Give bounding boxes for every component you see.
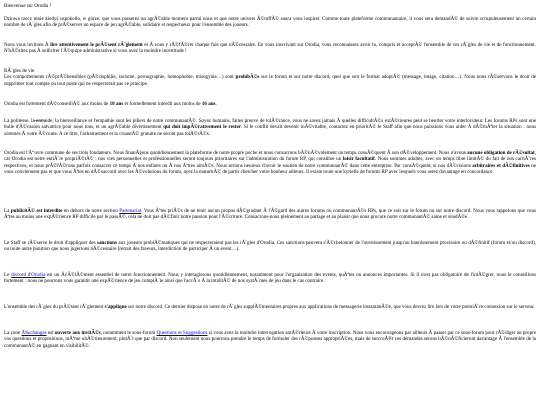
text: . Vous Ãªtes priÃ©s de ne tenir aucun propos dÃ©gradant Ã l'Ã©gard des autres forums ou communautÃ©s RPs, que ce soit sur le forum ou sur notre discord. Nous vous rappelons que vous Ãªtes au moins une expÃ©rience RP difficile par le passÃ©, cela ne doit pas dÃ©finir notre passion pour l'Ã©criture. Consacrons-nous pleinement au partage et au plaisir que nous procure notre communautÃ© saine et soudÃ©e.: [4, 208, 537, 221]
text-bold: prohibÃ©s: [235, 74, 260, 81]
text: aux joueurs problÃ©matiques qui ne respecteraient pas les rÃ¨gles d'Orodia. Ces sanctions peuvent s'Ã©chelonner de l'avertissement jusqu'au bannissement provisoire ou dÃ©finitif (forum et/ou discord), ou toute autre punition que nous jugerions nÃ©cessaire (retrait des faveurs, interdiction de participer Ã un event…).: [4, 240, 536, 253]
text: est un ÃƒÂ©lÃ©ment essentiel de notre fonctionnement. Nous y interagissons quotidiennement, notamment pour l'organisation des events, quÃªtes ou annonces importantes. Si il n'est pas obligatoire de l'intÃ©grer, nous le conseillons fortement : nous ne pourrons vous garantir une expÃ©rience de jeu complÃ¨te ainsi que l'accÃ¨s Ã la totalitÃ© de nos systÃ¨mes de jeu dans le cas contraire.: [4, 272, 536, 285]
text: sur notre discord. Ce dernier dispose en outre de rÃ¨gles supplÃ©mentaires propres aux applications de messagerie instantanÃ©e, que vous devrez lire lors de votre premiÃ¨re connexion sur le serveur.: [126, 304, 535, 310]
text: La zone: [4, 330, 22, 336]
text-bold: loisir facultatif: [342, 156, 375, 163]
greeting: Bienvenue sur Orodia !: [4, 3, 52, 9]
text: et formellement interdit aux moins de: [123, 101, 202, 107]
age-paragraph: [4, 101, 536, 107]
text: Nous vous invitons Ã: [4, 42, 51, 48]
text: La politesse, la̶ ̶e̶n̶tr̶aide, la bienveillance et l'empathie sont les piliers de notre communautÃ©. Soyez humains, faites preuve de tolÃ©rance, vous ne savez jamais Ã quelles difficultÃ©s extÃ©rieures peut se heurter votre interlocuteur. Les forums RPs sont une bulle d'Ã©vasion salvatrice pour nous tous, et un agrÃ©able divertissement: [4, 118, 536, 131]
text: Le Staff se rÃ©serve le droit d'appliquer des: [4, 240, 98, 246]
text-bold: s'applique: [104, 304, 127, 310]
text: ne vous conviennent pas et que vous Ãªtes en dÃ©saccord avec les Ã©volutions du forum, ayez la maturitÃ© de partir chercher votre bonheur ailleurs. Il existe toute une kyrielle de forums RP avec lesquels vous serez davantage en concordance.: [4, 162, 536, 175]
text-bold: aucune obligation de rÃ©sultat: [467, 150, 535, 156]
text: . Si le conflit devait devenir inÃ©vitable, contactez en prioritÃ© le Staff afin que nous puissions vous aider Ã dÃ©mÃªler la situation : nous sommes Ã votre Ã©coute. A ce titre, l'acharnement et la cruautÃ© gratuite ne seront pas tolÃ©rÃ©s.: [4, 124, 536, 137]
text: La: [4, 208, 11, 214]
questions-suggestions-link[interactable]: Questions et Suggestions: [156, 330, 208, 336]
text: si vous avez la moindre interrogation antÃ©rieure Ã votre inscription. Nous vous encourageons par ailleurs Ã passer par ce sous-forum pour rÃ©diger au propre vos questions et propositions, mÃªme ultÃ©rieurement, plutÃ´t que par discord. Non seulement nous pourrons prendre le temps de formuler des rÃ©ponses appropriÃ©es, mais de surcroÃ®t ces demandes serons bÃ©nÃ©ficieront davantage Ã l'ensemble de la communautÃ© en gagnant en visibilitÃ©.: [4, 330, 537, 349]
text-bold: qui doit impÃ©rativement le rester: [163, 124, 241, 131]
text: . Nous sommes adultes, avec un temps libre limitÃ© du fait de nos carriÃ¨res respectives, et nous prÃ©fÃ©rons parfois consacrer ce temps Ã nos enfants ou Ã nos Ãªtres aimÃ©s. Nous serions heureux d'avoir le soutien de notre communautÃ© dans cette entreprise. Par consÃ©quent, si nos dÃ©cisions: [4, 156, 537, 169]
text-bold: 16 ans: [201, 101, 216, 107]
discord-rules-paragraph: [4, 304, 536, 310]
text: et Ã vous y rÃ©fÃ©rer chaque fois que nÃ©cessaire. En vous inscrivant sur Orodia, vous reconnaissez avoir lu, compris et acceptÃ© l'ensemble de ces rÃ¨gles de vie et de fonctionnement. N'hÃ©sitez pas Ã solliciter l'Ã©quipe administrative si vous avez la moindre incertitude !: [4, 42, 536, 55]
text-bold: sanctions: [97, 240, 117, 246]
text: est: [46, 330, 55, 336]
discord-link[interactable]: discord d'Orodia: [11, 272, 46, 278]
text-bold: 18 ans: [109, 101, 124, 107]
life-rules-paragraph: [4, 68, 536, 87]
advertising-paragraph: [4, 208, 536, 221]
text: .: [215, 101, 217, 107]
discord-paragraph: [4, 272, 536, 285]
section-title: RÃ¨gles de vie: [4, 68, 35, 74]
partenariat-link[interactable]: Partenariat: [119, 208, 142, 214]
text: Les comportements rÃ©prÃ©hensibles (pÃ©dophilie, racisme, pornographie, homophobie, misogynie…) sont: [4, 74, 236, 81]
intro-paragraph: Dzinwa rzecz mnie kiedyś uspokoiła, w górze. que vous passerez un agrÃ©able moment parmi nous et que notre univers Ã©toffÃ© saura vous inspirer. Comme toute plateforme communautaire, il vous sera demandÃ© de suivre scrupuleusement un certain nombre de rÃ¨gles afin de prÃ©server un espace de jeu agrÃ©able, solidaire et respectueux pour l'ensemble des joueurs.: [4, 16, 536, 29]
text: , car Orodia est notre entiÃ¨re propriÃ©tÃ© : nos vies personnelles et professionnelles seront toujours prioritaires sur l'administration du forum RP, qui constitue un: [4, 150, 536, 163]
text: sur le forum et sur notre discord, quel que soit le format adoptÃ© (message, image, citation…). Nous nous rÃ©servons le droit de supprimer tout compte ou tout poste qui ne respecterait pas ce principe.: [4, 74, 536, 87]
text-bold: arbitraires et dÃ©finitives: [472, 162, 530, 169]
echanges-link[interactable]: Ã‰changes: [21, 330, 47, 336]
text: , notamment le sous-forum: [100, 330, 157, 336]
exchanges-paragraph: [4, 330, 536, 349]
text-bold: publicitÃ© est interdite: [10, 208, 63, 214]
sanctions-paragraph: [4, 240, 536, 253]
text: L'ensemble des rÃ¨gles du prÃ©sent rÃ¨glement: [4, 304, 105, 310]
text: en dehors de notre section: [62, 208, 120, 214]
text: Orodia est l'Å“uvre commune de ses trois fondateurs. Nous finanÃ§ons quotidiennement la plateforme de notre propre poche et nous consacrons bÃ©nÃ©volement un temps consÃ©quent Ã son dÃ©veloppement. Nous n'avons: [4, 150, 468, 156]
text-bold: ouverte aux invitÃ©s: [54, 330, 101, 336]
text-bold: lire attentivement le prÃ©sent rÃ¨glement: [50, 42, 143, 48]
text: Le: [4, 272, 12, 278]
read-rules-paragraph: [4, 42, 536, 55]
founders-paragraph: [4, 150, 536, 175]
politeness-paragraph: [4, 118, 536, 137]
text: Orodia est fortement dÃ©conseillÃ© aux moins de: [4, 101, 110, 107]
